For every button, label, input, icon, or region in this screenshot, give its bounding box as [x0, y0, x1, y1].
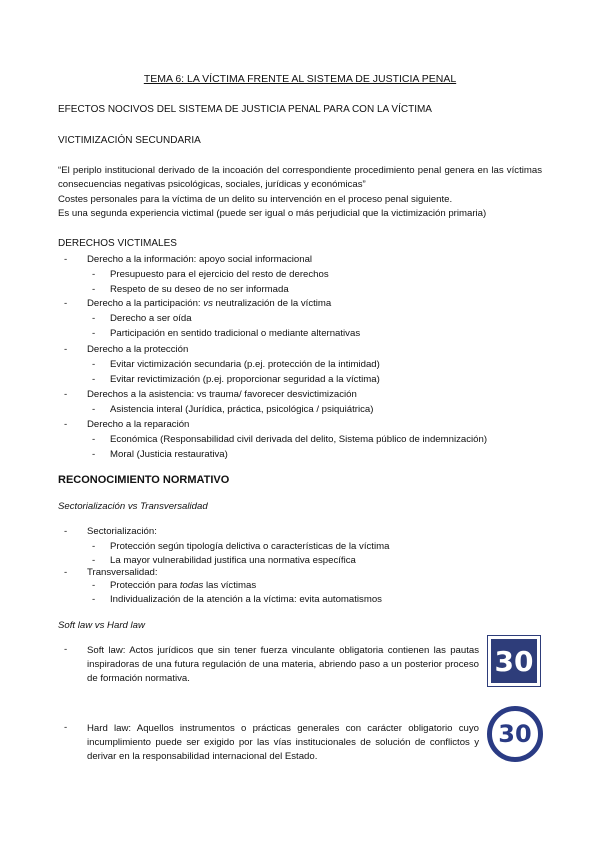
list-dash: -	[64, 389, 68, 400]
list-item: Sectorialización:	[87, 526, 157, 537]
sect-heading: Sectorialización vs Transversalidad	[58, 501, 208, 512]
list-item: Derecho a ser oída	[110, 313, 192, 324]
list-item: Protección según tipología delictiva o características de la víctima	[110, 541, 390, 552]
list-item: Individualización de la atención a la víctima: evita automatismos	[110, 594, 382, 605]
list-dash: -	[64, 344, 68, 355]
list-dash: -	[92, 555, 96, 566]
costes-line: Costes personales para la víctima de un delito su intervención en el proceso penal siguiente.	[58, 194, 453, 205]
list-dash: -	[92, 328, 96, 339]
list-item: Evitar revictimización (p.ej. proporcionar seguridad a la víctima)	[110, 374, 380, 385]
list-item-text: Derecho a la participación:	[87, 298, 204, 309]
list-item: Transversalidad:	[87, 567, 158, 578]
soft-heading: Soft law vs Hard law	[58, 620, 145, 631]
list-item: Derecho a la reparación	[87, 419, 190, 430]
list-dash: -	[92, 313, 96, 324]
list-item: Respeto de su deseo de no ser informada	[110, 284, 289, 295]
list-item: Presupuesto para el ejercicio del resto de derechos	[110, 269, 329, 280]
list-dash: -	[92, 541, 96, 552]
sign-number: 30	[494, 644, 534, 678]
speed-limit-square-sign-icon	[488, 636, 540, 686]
list-dash: -	[92, 374, 96, 385]
section-heading-victimizacion: VICTIMIZACIÓN SECUNDARIA	[58, 135, 201, 146]
todas-italic: todas	[179, 580, 204, 591]
quote-paragraph: “El periplo institucional derivado de la incoación del correspondiente procedimiento penal genera en las víctimas consecuencias negativas psicológicas, sociales, jurídicas y económicas”	[58, 165, 542, 190]
list-item	[110, 580, 256, 591]
list-item-text: neutralización de la víctima	[212, 298, 332, 309]
list-dash: -	[92, 449, 96, 460]
list-dash: -	[92, 594, 96, 605]
list-item: Participación en sentido tradicional o mediante alternativas	[110, 328, 361, 339]
sign-number: 30	[498, 720, 532, 748]
list-item: La mayor vulnerabilidad justifica una normativa específica	[110, 555, 356, 566]
list-dash: -	[64, 567, 68, 578]
list-item: Económica (Responsabilidad civil derivada del delito, Sistema público de indemnización)	[110, 434, 488, 445]
soft-law-paragraph: Soft law: Actos jurídicos que sin tener fuerza vinculante obligatoria contienen las pautas inspiradoras de una futura regulación de una materia, abriendo paso a un posterior proceso de formación normativa.	[87, 645, 479, 684]
list-dash: -	[64, 254, 68, 265]
list-dash: -	[64, 722, 68, 733]
reconocimiento-heading: RECONOCIMIENTO NORMATIVO	[58, 474, 230, 486]
list-dash: -	[92, 580, 96, 591]
list-item: Moral (Justicia restaurativa)	[110, 449, 228, 460]
list-item: Derecho a la información: apoyo social informacional	[87, 254, 313, 265]
list-item: Derecho a la protección	[87, 344, 189, 355]
hard-law-paragraph: Hard law: Aquellos instrumentos o prácticas generales con carácter obligatorio cuyo incumplimiento puede ser exigido por las vías institucionales de solución de conflictos y derivar en la responsabilidad internacional del Estado.	[87, 723, 479, 762]
list-item-text: las víctimas	[203, 580, 257, 591]
list-dash: -	[64, 644, 68, 655]
list-item-text: Protección para	[110, 580, 180, 591]
list-item: Evitar victimización secundaria (p.ej. protección de la intimidad)	[110, 359, 380, 370]
vs-italic: vs	[203, 298, 213, 309]
list-dash: -	[92, 269, 96, 280]
list-item	[87, 298, 331, 309]
list-item: Derechos a la asistencia: vs trauma/ favorecer desvictimización	[87, 389, 357, 400]
list-dash: -	[92, 404, 96, 415]
segunda-line: Es una segunda experiencia victimal (puede ser igual o más perjudicial que la victimización primaria)	[58, 208, 487, 219]
derechos-heading: DERECHOS VICTIMALES	[58, 238, 177, 249]
list-dash: -	[64, 419, 68, 430]
page-title: TEMA 6: LA VÍCTIMA FRENTE AL SISTEMA DE JUSTICIA PENAL	[143, 73, 457, 85]
section-heading-efectos: EFECTOS NOCIVOS DEL SISTEMA DE JUSTICIA PENAL PARA CON LA VÍCTIMA	[58, 104, 432, 115]
list-dash: -	[64, 526, 68, 537]
list-dash: -	[92, 434, 96, 445]
speed-limit-round-sign-icon	[487, 706, 543, 762]
list-dash: -	[92, 359, 96, 370]
list-dash: -	[64, 298, 68, 309]
list-dash: -	[92, 284, 96, 295]
list-item: Asistencia interal (Jurídica, práctica, psicológica / psiquiátrica)	[110, 404, 374, 415]
